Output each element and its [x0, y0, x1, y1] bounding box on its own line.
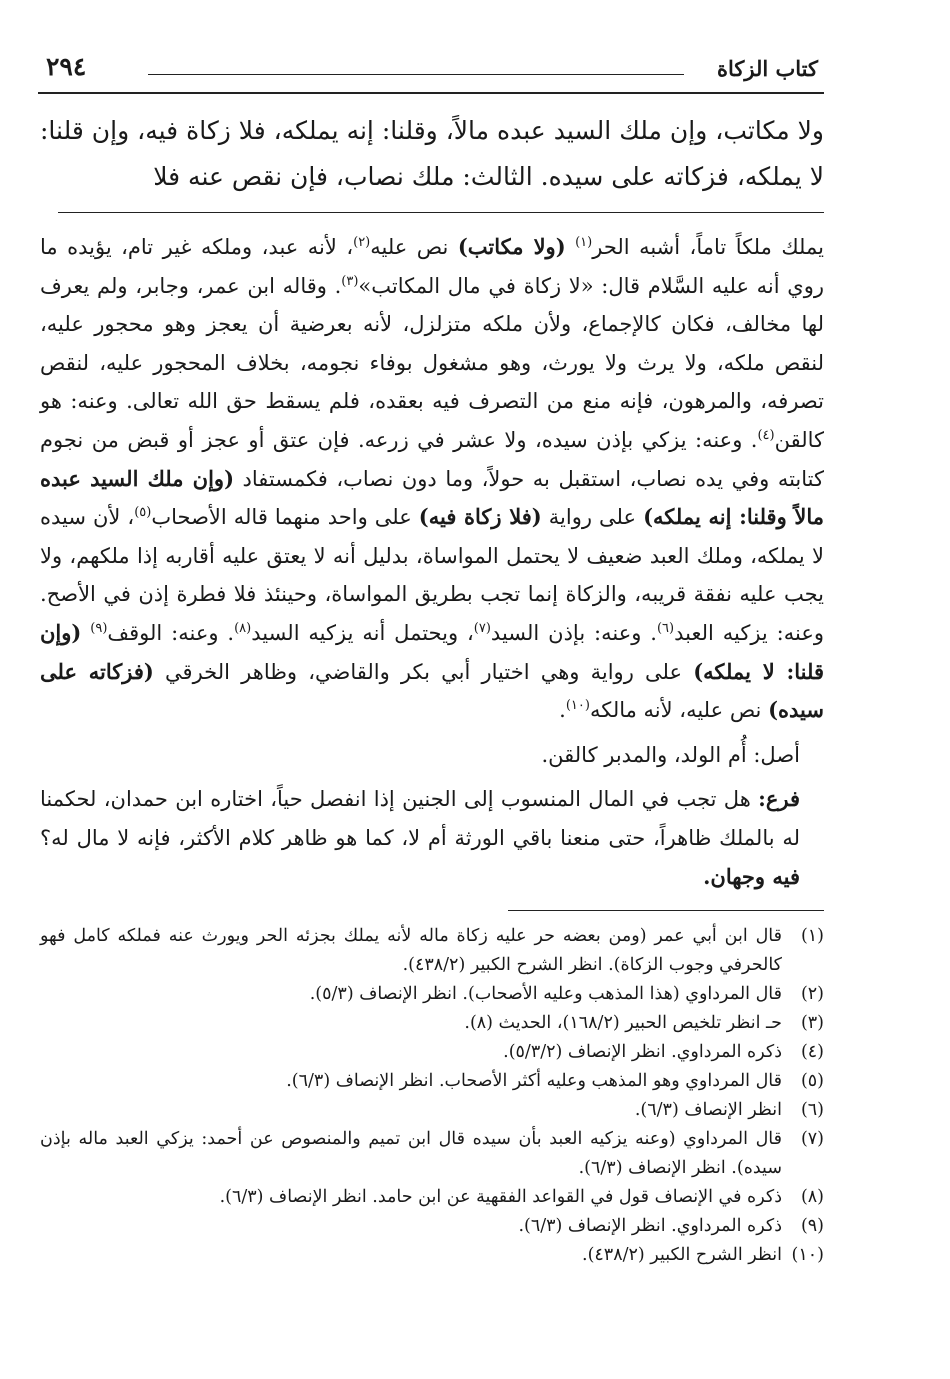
far-label: فرع:	[758, 786, 800, 812]
footnote-ref[interactable]: (٣)	[341, 273, 359, 289]
footnotes-list	[40, 922, 824, 1270]
footnote-number: (٦)	[800, 1100, 824, 1120]
footnote-text: قال ابن أبي عمر (ومن بعضه حر عليه زكاة ماله لأنه يملك بجزئه الحر ويورث عنه فملكه كامل فهو كالحرفي وجوب الزكاة). انظر الشرح الكبير (٤٣٨/٢).	[40, 926, 782, 975]
footnote-text: انظر الشرح الكبير (٤٣٨/٢).	[582, 1245, 782, 1265]
footnote-ref[interactable]: (٢)	[353, 235, 371, 250]
footnote-item	[40, 1125, 824, 1183]
footnote-text: ذكره المرداوي. انظر الإنصاف (٥/٣/٢).	[503, 1042, 782, 1062]
footnote-separator	[508, 910, 824, 911]
footnote-ref[interactable]: (٧)	[473, 620, 491, 636]
main-text-separator	[58, 212, 824, 213]
footnote-item	[40, 922, 824, 980]
commentary	[40, 228, 824, 896]
quoted-text: (ولا مكاتب)	[457, 234, 566, 259]
footnote-item	[40, 1067, 824, 1096]
footnote-item	[40, 1212, 824, 1241]
footnote-number: (٢)	[800, 984, 824, 1004]
footnote-ref[interactable]: (٥)	[134, 505, 152, 521]
footnote-number: (٧)	[800, 1129, 824, 1149]
footnote-item	[40, 1038, 824, 1067]
far-paragraph: فرع: هل تجب في المال المنسوب إلى الجنين إذا انفصل حياً، اختاره ابن حمدان، لحكمنا له بالملك ظاهراً، حتى منعنا باقي الورثة أم لا، كما هو ظاهر كلام الأكثر، فإنه لا مال له؟ فيه وجهان.	[40, 786, 800, 889]
quoted-text: (وإن ملك السيد عبده مالاً وقلنا: إنه يملكه)	[40, 465, 825, 530]
footnote-ref[interactable]: (٦)	[656, 620, 675, 636]
footnote-text: قال المرداوي (وعنه يزكيه العبد بأن سيده قال ابن تميم والمنصوص عن أحمد: يزكي العبد ماله بإذن سيده). انظر الإنصاف (٦/٣).	[40, 1129, 782, 1178]
quoted-text: فيه وجهان.	[703, 863, 800, 889]
footnote-number: (٥)	[800, 1071, 824, 1091]
footnote-item	[40, 1096, 824, 1125]
quoted-text: (فلا زكاة فيه)	[418, 504, 542, 530]
footnote-item	[40, 1183, 824, 1212]
quoted-text: (فزكاته على سيده)	[40, 658, 824, 723]
footnote-ref[interactable]: (٩)	[90, 620, 108, 636]
footnote-text: قال المرداوي (هذا المذهب وعليه الأصحاب). انظر الإنصاف (٥/٣).	[309, 984, 782, 1004]
footnote-text: ذكره في الإنصاف قول في القواعد الفقهية عن ابن حامد. انظر الإنصاف (٦/٣).	[219, 1187, 782, 1207]
footnote-number: (٩)	[800, 1216, 824, 1236]
page-header	[38, 48, 824, 94]
footnote-item	[40, 1009, 824, 1038]
main-text: ولا مكاتب، وإن ملك السيد عبده مالاً، وقلنا: إنه يملكه، فلا زكاة فيه، وإن قلنا: لا يملكه، فزكاته على سيده. الثالث: ملك نصاب، فإن نقص عنه فلا	[40, 116, 824, 191]
footnote-ref[interactable]: (٤)	[757, 427, 775, 443]
footnote-text: قال المرداوي وهو المذهب وعليه أكثر الأصحاب. انظر الإنصاف (٦/٣).	[286, 1071, 782, 1091]
footnote-text: ذكره المرداوي. انظر الإنصاف (٦/٣).	[518, 1216, 782, 1236]
footnote-number: (٣)	[800, 1013, 824, 1033]
footnote-number: (٨)	[800, 1187, 824, 1207]
asl-paragraph: أصل: أُم الولد، والمدبر كالقن.	[541, 742, 800, 767]
header-rule	[38, 92, 824, 94]
footnote-text: انظر الإنصاف (٦/٣).	[634, 1100, 782, 1120]
footnote-text: حـ انظر تلخيص الحبير (١٦٨/٢)، الحديث (٨).	[464, 1013, 782, 1033]
chapter-title: كتاب الزكاة	[716, 56, 818, 81]
footnote-ref[interactable]: (١)	[575, 235, 593, 250]
footnote-item	[40, 980, 824, 1009]
quoted-text: (وإن قلنا: لا يملكه)	[40, 619, 825, 684]
footnote-number: (٤)	[800, 1042, 824, 1062]
footnote-ref[interactable]: (١٠)	[565, 698, 590, 714]
footnote-number: (١)	[800, 926, 824, 946]
footnote-number: (١٠)	[791, 1245, 824, 1265]
page-number: ٢٩٤	[46, 52, 87, 81]
footnote-ref[interactable]: (٨)	[234, 620, 252, 636]
header-midline	[148, 74, 684, 75]
footnote-item	[40, 1241, 824, 1270]
commentary-paragraph: يملك ملكاً تاماً، أشبه الحر$^{(١)}$ (ولا مكاتب) نص عليه$^{(٢)}$، لأنه عبد، وملكه غير تام، يؤيده ما روي أنه عليه السَّلام قال: «لا زكاة في مال المكاتب»$^{(٣)}$. وقاله ابن عمر، وجابر، ولم يعرف لها مخالف، فكان كالإجماع، ولأن ملكه متزلزل، لأنه بعرضية أن يعجز وهو محجور عليه، لنقص ملكه، ولا يرث ولا يورث، وهو مشغول بوفاء نجومه، بخلاف المحجور عليه، لنقص تصرفه، والمرهون، فإنه منع من التصرف فيه بعقده، فلم يسقط حق الله تعالى. وعنه: هو كالقن$^{(٤)}$. وعنه: يزكي بإذن سيده، ولا عشر في زرعه. فإن عتق أو عجز أو قبض من نجوم كتابته وفي يده نصاب، استقبل به حولاً، وما دون نصاب، فكمستفاد (وإن ملك السيد عبده مالاً وقلنا: إنه يملكه) على رواية (فلا زكاة فيه) على واحد منهما قاله الأصحاب$^{(٥)}$، لأن سيده لا يملكه، وملك العبد ضعيف لا يحتمل المواساة، بدليل أنه لا يعتق عليه أقاربه إذا ملكهم، ولا يجب عليه نفقة قريبه، والزكاة إنما تجب بطريق المواساة، وحينئذ فلا فطرة إذن في الأصح. وعنه: يزكيه العبد$^{(٦)}$. وعنه: بإذن السيد$^{(٧)}$، ويحتمل أنه يزكيه السيد$^{(٨)}$. وعنه: الوقف$^{(٩)}$ (وإن قلنا: لا يملكه) على رواية وهي اختيار أبي بكر والقاضي، وظاهر الخرقي (فزكاته على سيده) نص عليه، لأنه مالكه$^{(١٠)}$.	[40, 234, 825, 723]
